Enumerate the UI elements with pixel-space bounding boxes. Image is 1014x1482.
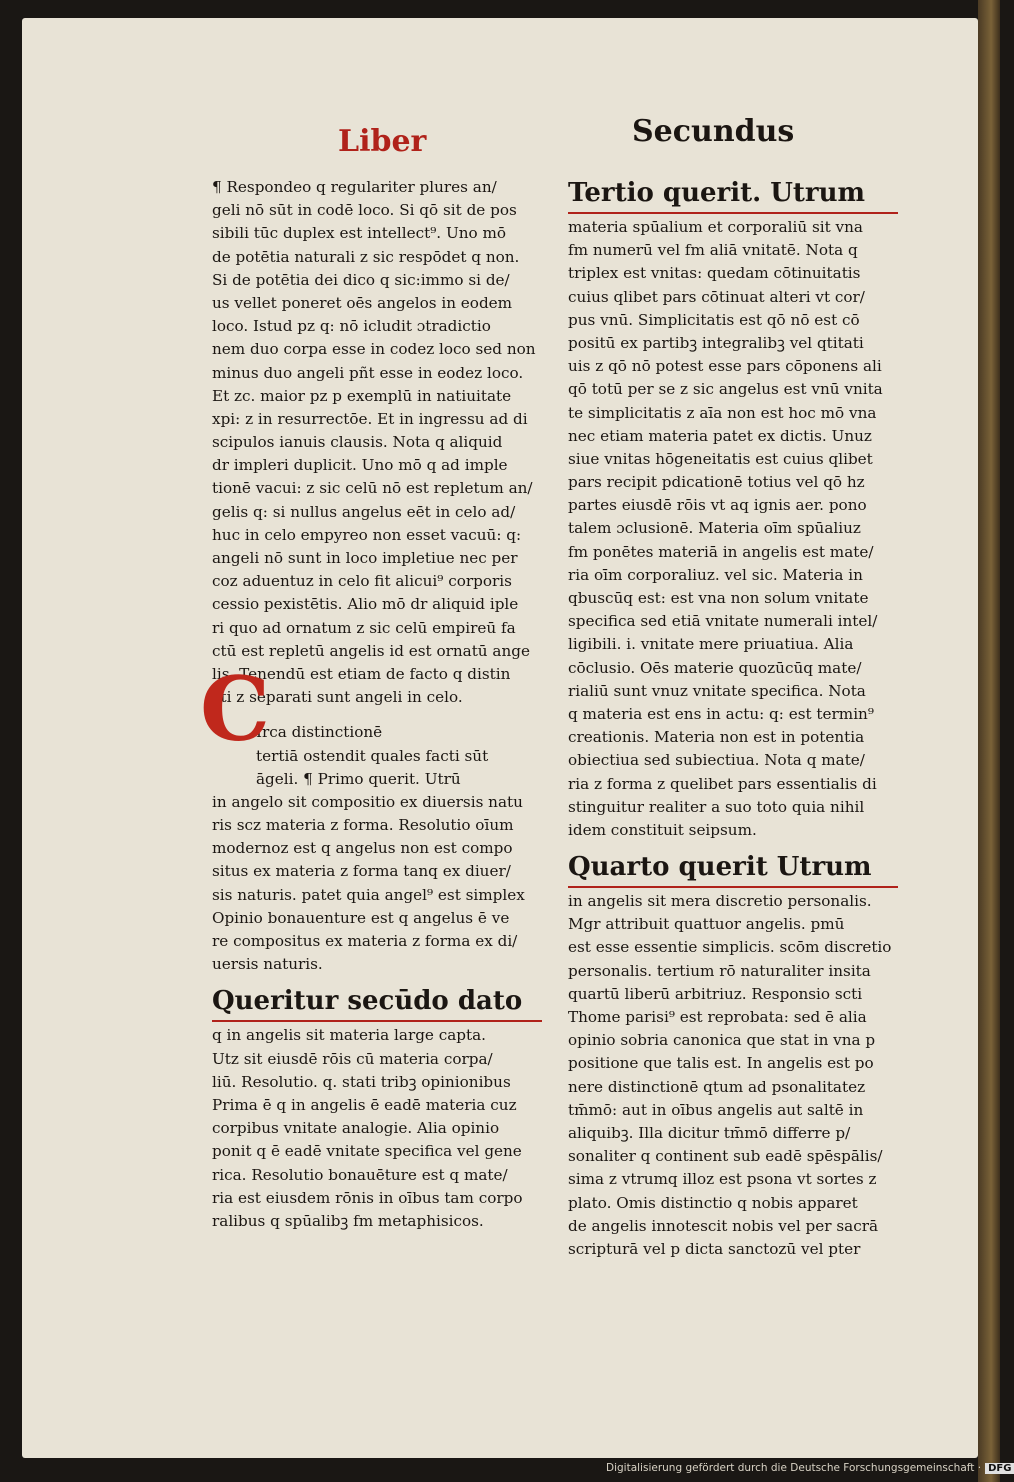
text-line: ri quo ad ornatum z sic celū empireū fa	[212, 618, 516, 637]
text-line: obiectiua sed subiectiua. Nota q mate/	[568, 751, 865, 770]
text-line: dr impleri duplicit. Uno mō q ad imple	[212, 456, 508, 475]
footer-credit	[606, 1462, 1014, 1474]
text-line: ralibus q spūalibꝫ fm metaphisicos.	[212, 1211, 484, 1230]
text-line: loco. Istud pz q: nō icludit ɔtradictio	[212, 317, 491, 336]
text-line: modernoz est q angelus non est compo	[212, 839, 513, 858]
text-line: opinio sobria canonica que stat in vna p	[568, 1031, 876, 1050]
text-line: quartū liberū arbitriuz. Responsio scti	[568, 984, 863, 1003]
text-line: cuius qlibet pars cōtinuat alteri vt cor/	[568, 287, 865, 306]
text-line: coz aduentuz in celo fit alicui⁹ corporis	[212, 572, 512, 591]
text-line: xpi: z in resurrectōe. Et in ingressu ad di	[212, 409, 528, 428]
text-line: minus duo angeli pñt esse in eodez loco.	[212, 363, 524, 382]
text-line: q materia est ens in actu: q: est termin⁹	[568, 704, 874, 723]
text-line: tm̄mō: aut in oībus angelis aut saltē in	[568, 1100, 864, 1119]
text-line: scripturā vel p dicta sanctozū vel pter	[568, 1239, 861, 1258]
text-line: rialiū sunt vnuz vnitate specifica. Nota	[568, 681, 866, 700]
text-line: ponit q ē eadē vnitate specifica vel gene	[212, 1142, 522, 1161]
text-line: pus vnū. Simplicitatis est qō nō est cō	[568, 310, 860, 329]
initial-letter: C	[200, 657, 271, 761]
text-line: fm numerū vel fm aliā vnitatē. Nota q	[568, 241, 858, 260]
text-line: ¶ Respondeo q regulariter plures an/	[212, 178, 497, 196]
text-line: nem duo corpa esse in codez loco sed non	[212, 340, 536, 359]
text-line: rica. Resolutio bonauēture est q mate/	[212, 1165, 508, 1184]
running-head-left	[338, 124, 426, 159]
running-head-right	[632, 114, 794, 149]
text-line: nec etiam materia patet ex dictis. Unuz	[568, 426, 872, 445]
text-line: uis z qō nō potest esse pars cōponens ali	[568, 357, 882, 376]
text-line: fm ponētes materiā in angelis est mate/	[568, 542, 874, 561]
right-section-title-2: Quarto querit Utrum	[568, 850, 898, 888]
text-line: ria z forma z quelibet pars essentialis di	[568, 774, 877, 793]
text-line: in angelis sit mera discretio personalis.	[568, 892, 872, 911]
header-right: Secundus	[632, 114, 795, 149]
text-line: re compositus ex materia z forma ex di/	[212, 932, 518, 950]
text-line: sis naturis. patet quia angel⁹ est simplex	[212, 885, 525, 904]
text-line: corpibus vnitate analogie. Alia opinio	[212, 1119, 500, 1138]
text-line: nere distinctionē qtum ad psonalitatez	[568, 1077, 866, 1096]
text-line: qō totū per se z sic angelus est vnū vnita	[568, 380, 883, 399]
text-line: lis. Tenendū est etiam de facto q distin	[212, 664, 511, 683]
text-line: idem constituit seipsum.	[568, 820, 757, 839]
right-paragraph-b	[568, 890, 913, 1261]
left-paragraph-a	[212, 176, 557, 709]
text-line: specifica sed etiā vnitate numerali intel/	[568, 612, 878, 631]
dfg-logo: DFG	[985, 1463, 1014, 1474]
right-column	[568, 176, 913, 1261]
text-line: ria est eiusdem rōnis in oībus tam corpo	[212, 1188, 523, 1207]
text-line: uersis naturis.	[212, 955, 323, 974]
text-line: cessio pexistētis. Alio mō dr aliquid iple	[212, 595, 519, 614]
text-line: pars recipit pdicationē totius vel qō hz	[568, 473, 865, 492]
text-line: us vellet poneret oēs angelos in eodem	[212, 293, 513, 312]
text-line: materia spūalium et corporaliū sit vna	[568, 218, 863, 236]
text-line: plato. Omis distinctio q nobis apparet	[568, 1193, 858, 1212]
text-line: ligibili. i. vnitate mere priuatiua. Alia	[568, 635, 854, 654]
text-line: Irca distinctionē	[256, 723, 383, 742]
right-section-title-1: Tertio querit. Utrum	[568, 176, 898, 214]
text-line: geli nō sūt in codē loco. Si qō sit de pos	[212, 201, 517, 220]
text-line: ctū est repletū angelis id est ornatū ange	[212, 641, 530, 660]
text-line: cti z separati sunt angeli in celo.	[212, 688, 463, 707]
book-edge	[978, 0, 1000, 1482]
text-line: scipulos ianuis clausis. Nota q aliquid	[212, 433, 503, 452]
text-line: sima z vtrumq illoz est psona vt sortes z	[568, 1170, 877, 1189]
text-line: in angelo sit compositio ex diuersis natu	[212, 792, 523, 811]
left-paragraph-c	[212, 1024, 557, 1233]
text-line: Et zc. maior pz p exemplū in natiuitate	[212, 386, 512, 405]
text-line: de potētia naturali z sic respōdet q non.	[212, 247, 520, 266]
text-line: situs ex materia z forma tanq ex diuer/	[212, 862, 511, 881]
text-line: triplex est vnitas: quedam cōtinuitatis	[568, 264, 861, 283]
text-line: cōclusio. Oēs materie quozūcūq mate/	[568, 658, 862, 677]
text-line: est esse essentie simplicis. scōm discretio	[568, 938, 892, 957]
text-line: huc in celo empyreo non esset vacuū: q:	[212, 525, 522, 544]
text-line: personalis. tertium rō naturaliter insita	[568, 961, 871, 980]
text-line: tertiā ostendit quales facti sūt	[256, 746, 489, 765]
text-line: aliquibꝫ. Illa dicitur tm̄mō differre p/	[568, 1123, 851, 1142]
text-line: ris scz materia z forma. Resolutio oīum	[212, 816, 514, 835]
text-line: talem ɔclusionē. Materia oīm spūaliuz	[568, 519, 861, 538]
text-line: āgeli. ¶ Primo querit. Utrū	[256, 769, 461, 788]
text-line: te simplicitatis z aīa non est hoc mō vna	[568, 403, 877, 422]
left-section-title: Queritur secūdo dato	[212, 984, 542, 1022]
text-line: stinguitur realiter a suo toto quia nihil	[568, 797, 865, 816]
text-line: angeli nō sunt in loco impletiue nec per	[212, 549, 518, 567]
text-line: Opinio bonauenture est q angelus ē ve	[212, 908, 510, 927]
footer-text: Digitalisierung gefördert durch die Deutsche Forschungsgemeinschaft ·	[606, 1462, 982, 1474]
text-line: sibili tūc duplex est intellect⁹. Uno mō	[212, 224, 507, 243]
text-line: gelis q: si nullus angelus eēt in celo ad/	[212, 502, 516, 521]
text-line: creationis. Materia non est in potentia	[568, 728, 865, 747]
text-line: tionē vacui: z sic celū nō est repletum an/	[212, 479, 533, 498]
text-line: q in angelis sit materia large capta.	[212, 1026, 487, 1045]
text-line: partes eiusdē rōis vt aq ignis aer. pono	[568, 496, 867, 515]
text-line: Mgr attribuit quattuor angelis. pmū	[568, 915, 845, 934]
text-line: ria oīm corporaliuz. vel sic. Materia in	[568, 565, 863, 584]
text-line: Si de potētia dei dico q sic:immo si de/	[212, 270, 510, 289]
text-line: Thome parisi⁹ est reprobata: sed ē alia	[568, 1008, 867, 1026]
text-line: positione que talis est. In angelis est po	[568, 1054, 874, 1073]
text-line: positū ex partibꝫ integralibꝫ vel qtitati	[568, 333, 864, 352]
text-line: liū. Resolutio. q. stati tribꝫ opinionibus	[212, 1072, 511, 1091]
header-left: Liber	[338, 124, 427, 159]
text-line: Utz sit eiusdē rōis cū materia corpa/	[212, 1049, 493, 1068]
text-line: qbuscūq est: est vna non solum vnitate	[568, 589, 869, 607]
text-line: de angelis innotescit nobis vel per sacrā	[568, 1216, 879, 1235]
right-paragraph-a	[568, 216, 913, 842]
text-line: sonaliter q continent sub eadē spēspālis/	[568, 1147, 883, 1166]
text-line: siue vnitas hōgeneitatis est cuius qlibet	[568, 449, 873, 468]
text-line: Prima ē q in angelis ē eadē materia cuz	[212, 1095, 517, 1114]
